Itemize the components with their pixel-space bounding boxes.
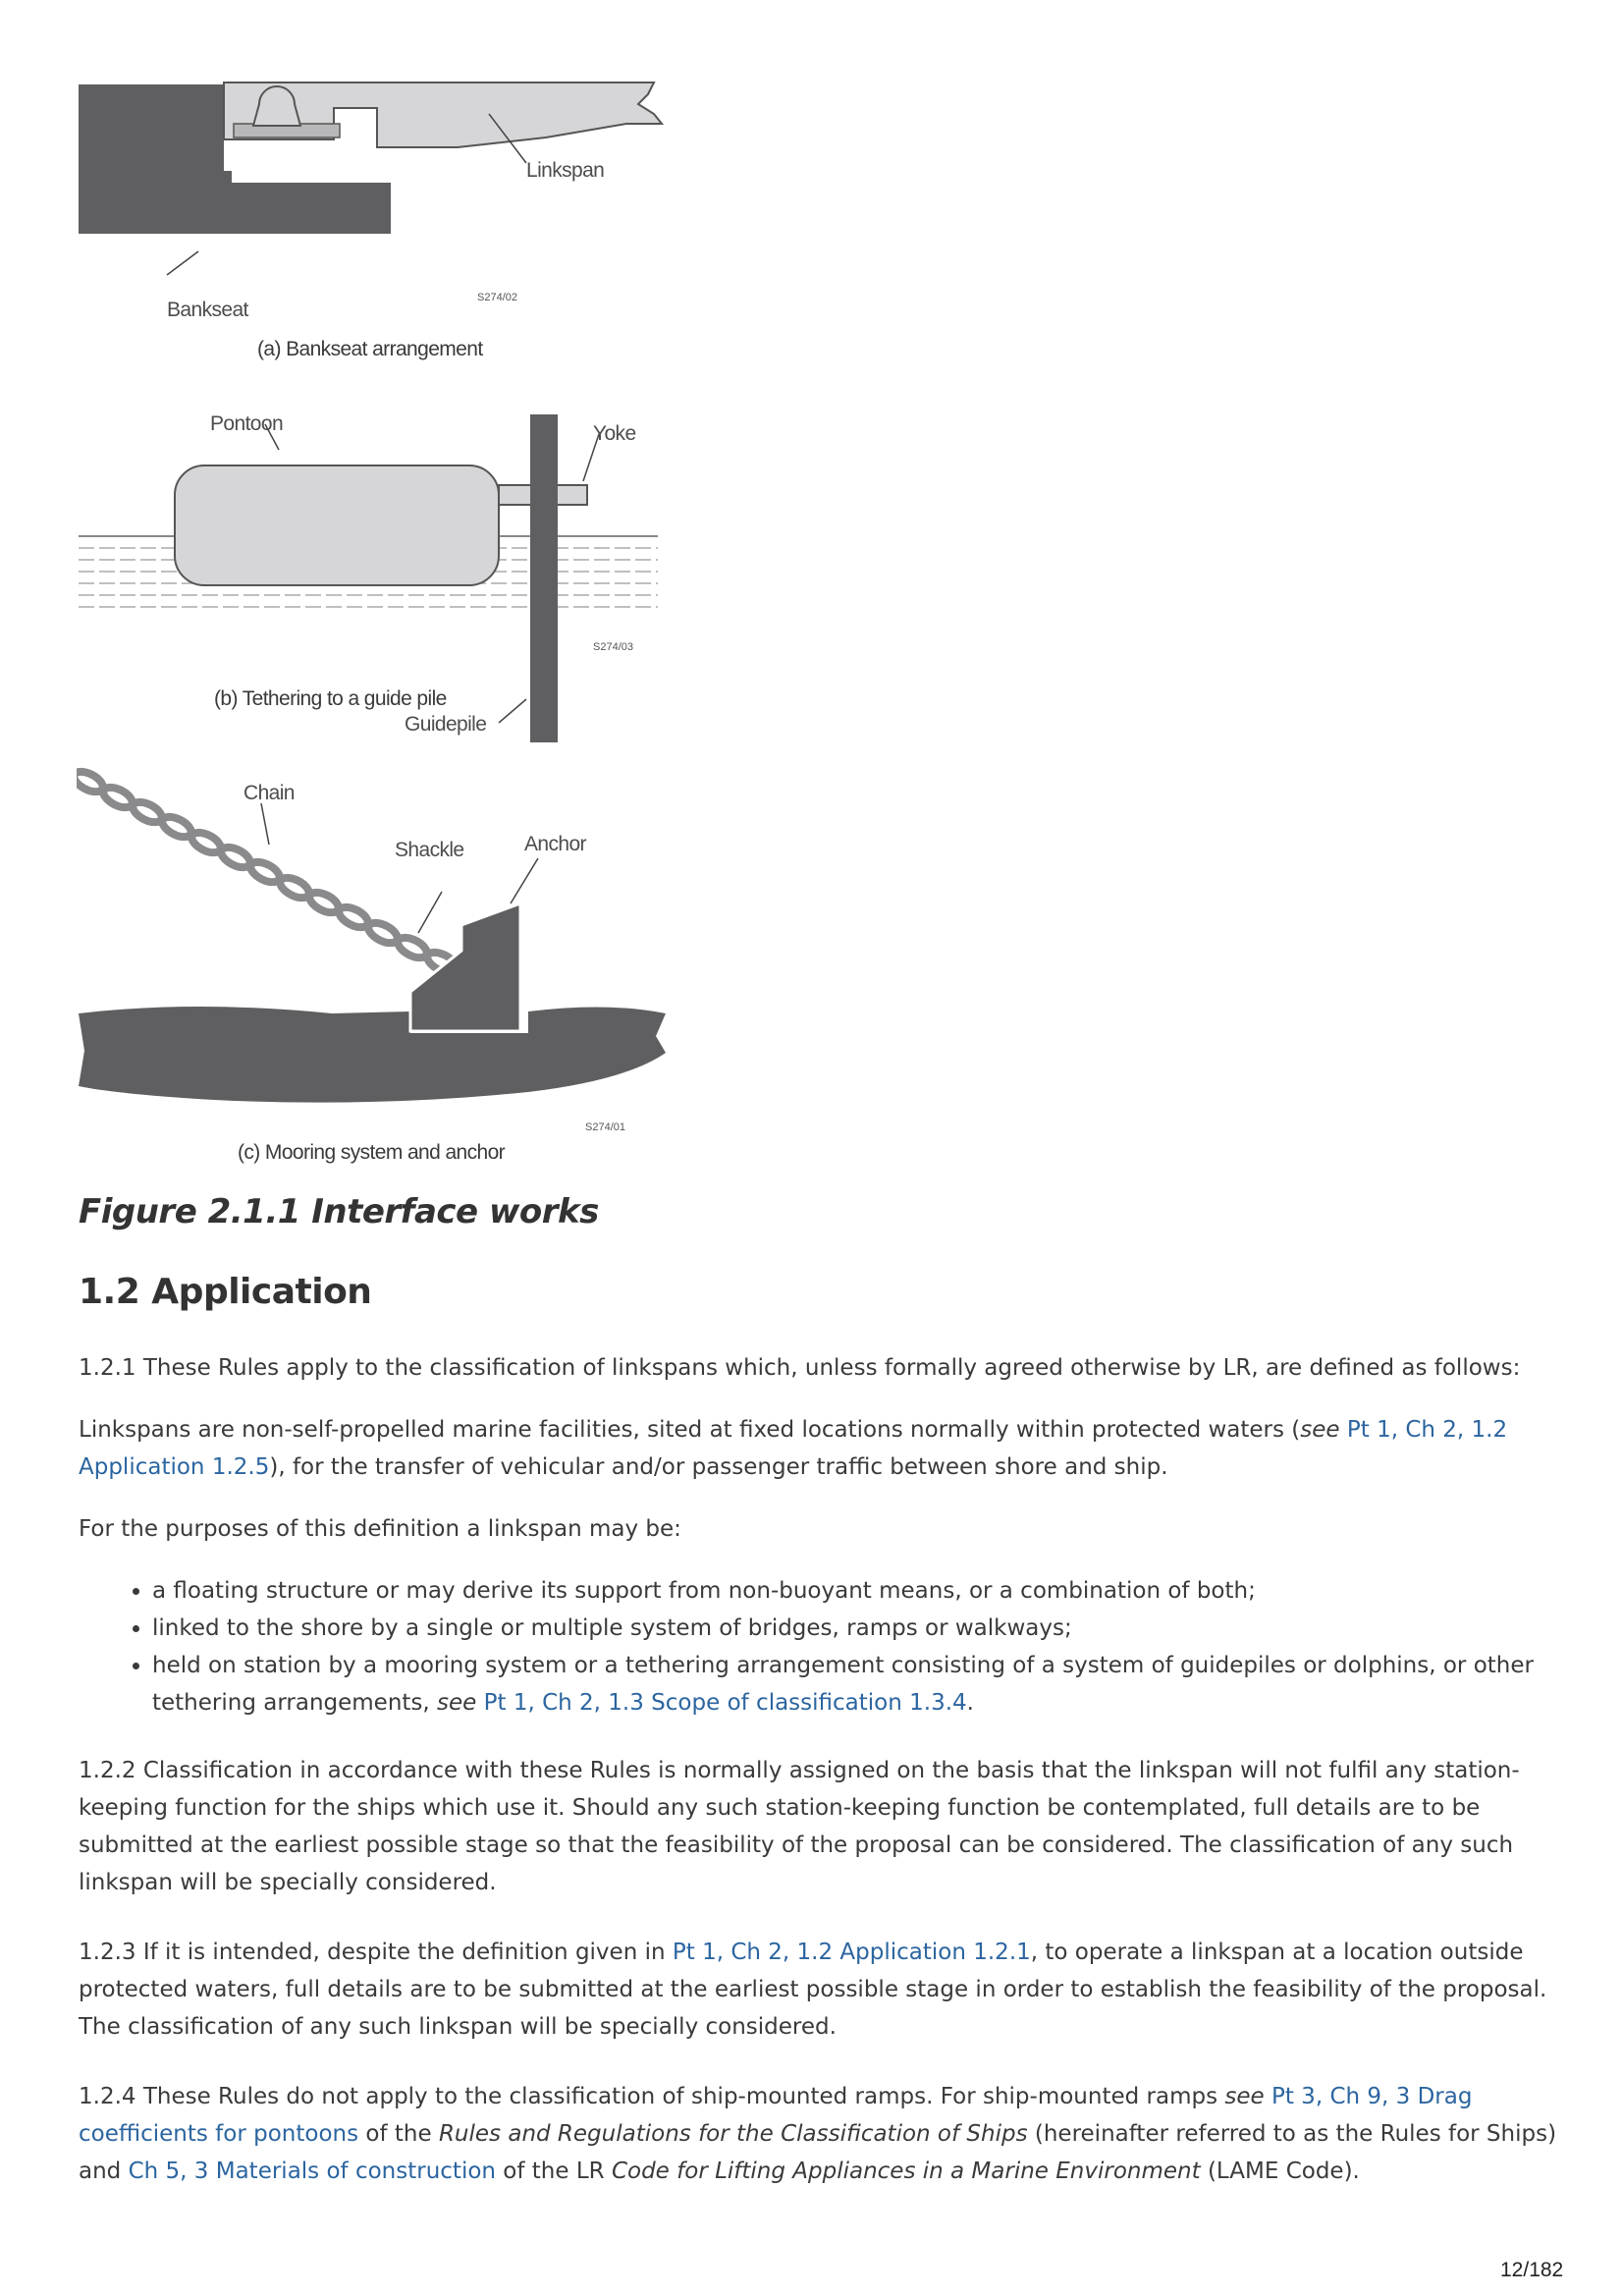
p124-text: of the LR <box>503 2159 605 2184</box>
p123-text: 1.2.3 If it is intended, despite the definition given in <box>79 1940 666 1965</box>
link-pt1-ch2-1-3-4[interactable]: Pt 1, Ch 2, 1.3 Scope of classification 1.3.4 <box>483 1690 967 1716</box>
definition-text-end: ), for the transfer of vehicular and/or passenger traffic between shore and ship. <box>269 1454 1168 1480</box>
interface-works-figure <box>77 69 685 1188</box>
rules-for-ships-title: Rules and Regulations for the Classification of Ships <box>438 2121 1028 2147</box>
seabed <box>79 1007 666 1103</box>
list-item <box>152 1647 1622 1722</box>
label-guidepile: Guidepile <box>405 713 487 736</box>
see-ref: see <box>1300 1417 1340 1443</box>
paragraph-1-2-4 <box>79 2078 1561 2190</box>
pontoon-body <box>175 465 499 585</box>
p124-text: (hereinafter referred to as the Rules for Ships) and <box>79 2121 1557 2184</box>
caption-c: (c) Mooring system and anchor <box>238 1141 506 1164</box>
label-bankseat: Bankseat <box>167 299 248 321</box>
guide-pile <box>530 414 558 742</box>
code-b: S274/03 <box>593 641 633 653</box>
p123-text-end: , to operate a linkspan at a location outside protected waters, full details are to be submitted at the earliest possible stage in order to establish the feasibility of the proposal. The classification of any such linkspan will be specially considered. <box>79 1940 1547 2040</box>
caption-b: (b) Tethering to a guide pile <box>214 687 447 710</box>
page-number: 12/182 <box>1500 2259 1564 2281</box>
list-item: • a floating structure or may derive its support from non-buoyant means, or a combination of both; <box>152 1572 1622 1610</box>
see-ref: see <box>437 1690 477 1716</box>
code-c: S274/01 <box>585 1121 625 1133</box>
p124-text: 1.2.4 These Rules do not apply to the classification of ship-mounted ramps. For ship-mounted ramps <box>79 2084 1218 2109</box>
diagram-c-mooring <box>77 768 666 1164</box>
label-anchor: Anchor <box>524 833 586 855</box>
figure-caption: Figure 2.1.1 Interface works <box>79 1192 599 1231</box>
list-item: • linked to the shore by a single or multiple system of bridges, ramps or walkways; <box>152 1610 1622 1647</box>
label-yoke: Yoke <box>593 422 636 445</box>
paragraph-definition <box>79 1411 1561 1486</box>
paragraph-purposes: For the purposes of this definition a linkspan may be: <box>79 1516 681 1542</box>
list-item-text: held on station by a mooring system or a tethering arrangement consisting of a system of guidepiles or dolphins, or other tethering arrangements, <box>152 1653 1534 1716</box>
definition-list <box>79 1572 1622 1722</box>
link-pt1-ch2-1-2-5[interactable]: Pt 1, Ch 2, 1.2 Application 1.2.5 <box>79 1417 1508 1480</box>
figure-illustration <box>77 69 685 1188</box>
diagram-a-bankseat <box>79 82 662 360</box>
link-ch5-3[interactable]: Ch 5, 3 Materials of construction <box>128 2159 496 2184</box>
diagram-b-tethering <box>79 412 658 742</box>
label-chain: Chain <box>243 782 295 804</box>
list-item-end: . <box>966 1690 974 1716</box>
section-title: 1.2 Application <box>79 1272 372 1312</box>
caption-a: (a) Bankseat arrangement <box>257 338 483 360</box>
paragraph-1-2-1: 1.2.1 These Rules apply to the classification of linkspans which, unless formally agreed otherwise by LR, are defined as follows: <box>79 1355 1521 1381</box>
link-pt3-ch9-3[interactable]: Pt 3, Ch 9, 3 Drag coefficients for pontoons <box>79 2084 1473 2147</box>
lame-code-title: Code for Lifting Appliances in a Marine Environment <box>611 2159 1201 2184</box>
code-a: S274/02 <box>477 292 517 303</box>
link-pt1-ch2-1-2-1[interactable]: Pt 1, Ch 2, 1.2 Application 1.2.1 <box>672 1940 1031 1965</box>
p124-text-end: (LAME Code). <box>1207 2159 1360 2184</box>
p124-text: of the <box>365 2121 432 2147</box>
label-linkspan: Linkspan <box>526 159 605 182</box>
paragraph-1-2-2: 1.2.2 Classification in accordance with these Rules is normally assigned on the basis that the linkspan will not fulfil any station-keeping function for the ships which use it. Should any such station-keeping function be contemplated, full details are to be submitted at the earliest possible stage so that the feasibility of the proposal can be considered. The classification of any such linkspan will be specially considered. <box>79 1758 1520 1895</box>
label-pontoon: Pontoon <box>210 412 284 435</box>
anchor-block <box>410 903 520 1031</box>
paragraph-1-2-3 <box>79 1934 1561 2046</box>
see-ref: see <box>1224 2084 1265 2109</box>
label-shackle: Shackle <box>395 839 464 861</box>
definition-text: Linkspans are non-self-propelled marine facilities, sited at fixed locations normally within protected waters ( <box>79 1417 1301 1443</box>
